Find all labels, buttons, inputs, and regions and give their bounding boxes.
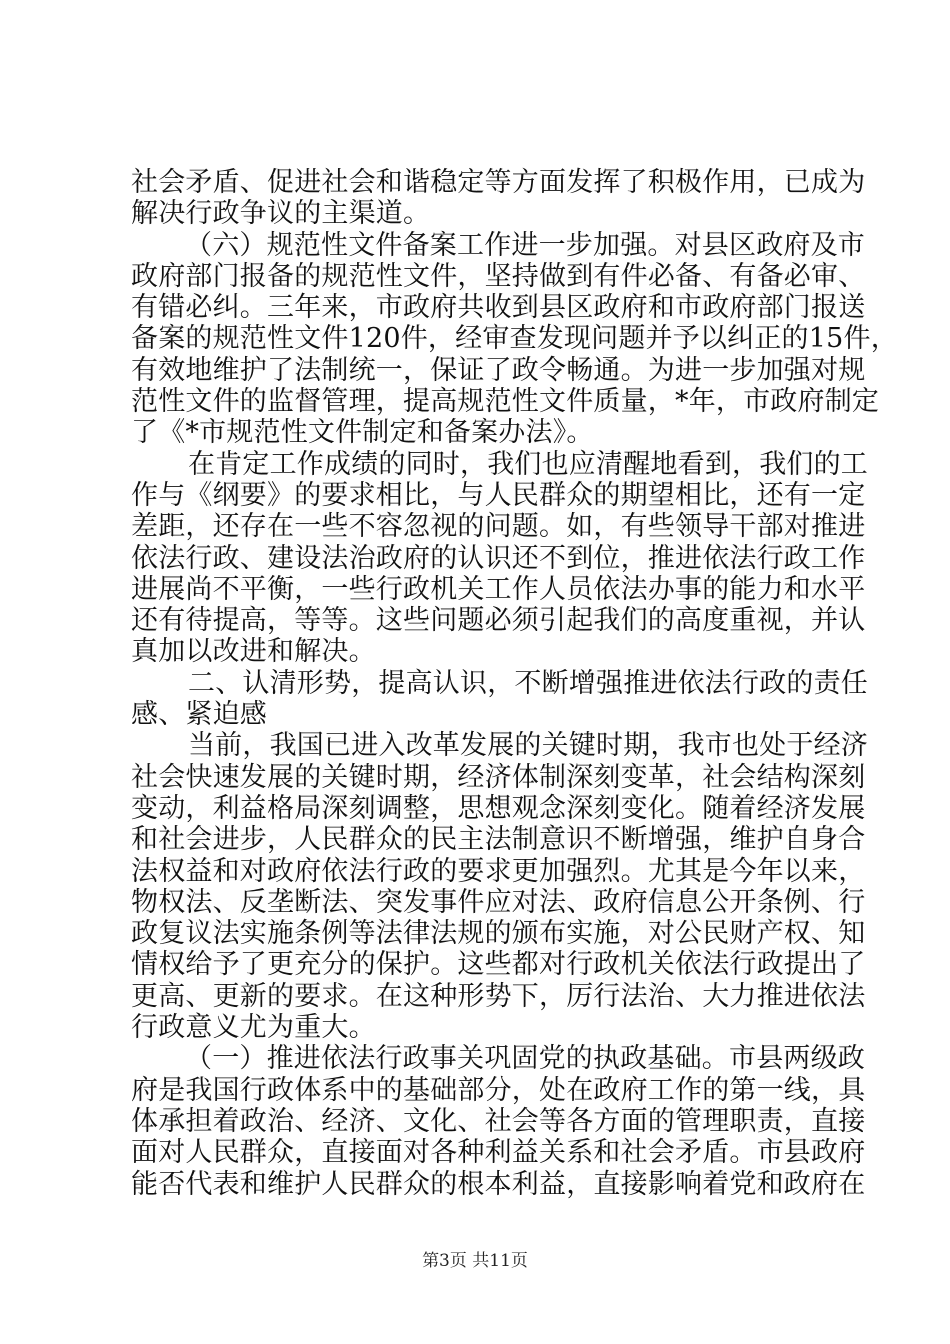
text-line: 社会快速发展的关键时期，经济体制深刻变革，社会结构深刻: [131, 761, 866, 793]
text-line: 体承担着政治、经济、文化、社会等各方面的管理职责，直接: [131, 1105, 866, 1137]
text-line: 还有待提高，等等。这些问题必须引起我们的高度重视，并认: [131, 605, 866, 637]
text-line: 更高、更新的要求。在这种形势下，厉行法治、大力推进依法: [131, 980, 866, 1012]
text-line: 和社会进步，人民群众的民主法制意识不断增强，维护自身合: [131, 824, 866, 856]
text-line: 了《*市规范性文件制定和备案办法》。: [131, 417, 594, 449]
paragraph-start-line: 当前，我国已进入改革发展的关键时期，我市也处于经济: [188, 730, 868, 762]
text-line: 政府部门报备的规范性文件，坚持做到有件必备、有备必审、: [131, 260, 866, 292]
text-line: 有效地维护了法制统一，保证了政令畅通。为进一步加强对规: [131, 354, 866, 386]
section-heading-line: 二、认清形势，提高认识，不断增强推进依法行政的责任: [188, 667, 868, 699]
text-line: 情权给予了更充分的保护。这些都对行政机关依法行政提出了: [131, 949, 866, 981]
text-line: 物权法、反垄断法、突发事件应对法、政府信息公开条例、行: [131, 886, 866, 918]
text-line: 社会矛盾、促进社会和谐稳定等方面发挥了积极作用，已成为: [131, 167, 866, 198]
text-line: 府是我国行政体系中的基础部分，处在政府工作的第一线，具: [131, 1074, 866, 1106]
text-line: 行政意义尤为重大。: [131, 1012, 376, 1044]
text-line: 进展尚不平衡，一些行政机关工作人员依法办事的能力和水平: [131, 573, 866, 605]
text-line: 范性文件的监督管理，提高规范性文件质量，*年，市政府制定: [131, 386, 880, 418]
paragraph-start-line: 在肯定工作成绩的同时，我们也应清醒地看到，我们的工: [188, 448, 868, 480]
section-heading-line: 感、紧迫感: [131, 699, 267, 731]
page-number-footer: 第3页 共11页: [422, 1251, 528, 1271]
text-line: 变动，利益格局深刻调整，思想观念深刻变化。随着经济发展: [131, 792, 866, 824]
paragraph-start-line: （一）推进依法行政事关巩固党的执政基础。市县两级政: [185, 1043, 865, 1075]
body-text: [131, 167, 898, 1200]
text-line: 备案的规范性文件120件，经审查发现问题并予以纠正的15件，: [131, 323, 898, 355]
text-line: 作与《纲要》的要求相比，与人民群众的期望相比，还有一定: [131, 479, 866, 511]
text-line: 差距，还存在一些不容忽视的问题。如，有些领导干部对推进: [131, 511, 866, 543]
text-line: 解决行政争议的主渠道。: [131, 198, 431, 230]
text-line: 真加以改进和解决。: [131, 636, 376, 668]
text-line: 面对人民群众，直接面对各种利益关系和社会矛盾。市县政府: [131, 1137, 866, 1169]
text-line: 法权益和对政府依法行政的要求更加强烈。尤其是今年以来，: [131, 855, 866, 887]
text-line: 有错必纠。三年来，市政府共收到县区政府和市政府部门报送: [131, 292, 866, 324]
text-line: 政复议法实施条例等法律法规的颁布实施，对公民财产权、知: [131, 918, 866, 950]
text-line: 能否代表和维护人民群众的根本利益，直接影响着党和政府在: [131, 1168, 866, 1200]
text-line: 依法行政、建设法治政府的认识还不到位，推进依法行政工作: [131, 542, 866, 574]
paragraph-start-line: （六）规范性文件备案工作进一步加强。对县区政府及市: [185, 229, 865, 261]
